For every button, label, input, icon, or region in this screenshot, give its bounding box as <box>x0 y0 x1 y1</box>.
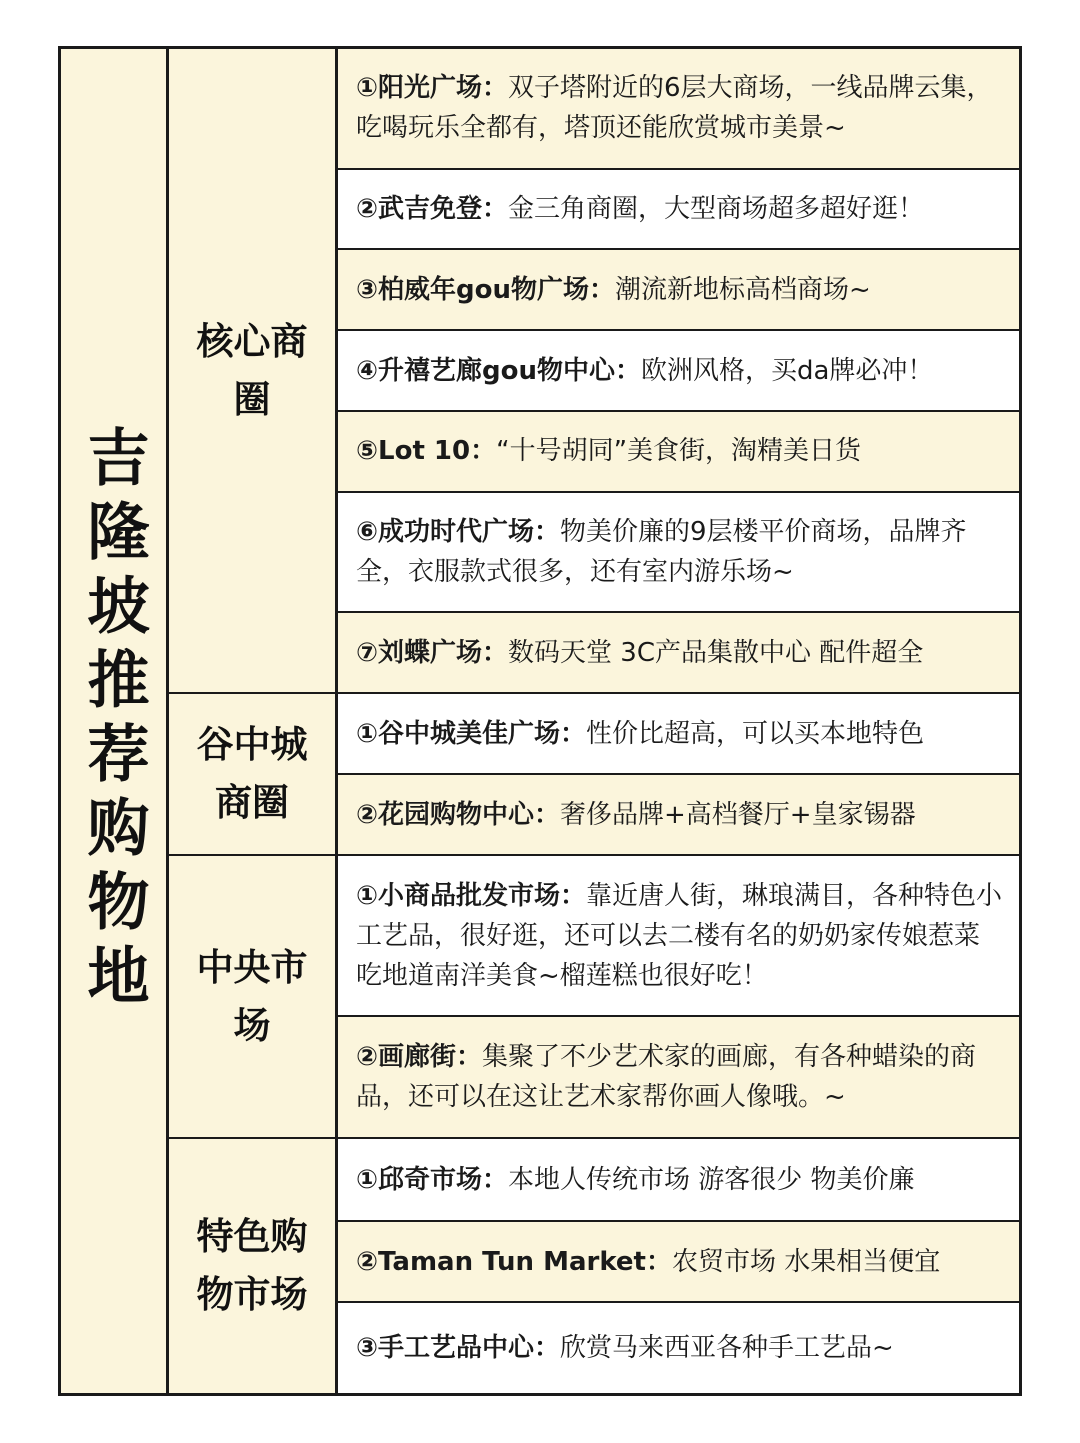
item-desc: 性价比超高，可以买本地特色 <box>586 718 925 749</box>
list-item <box>338 775 1019 854</box>
item-name: ③柏威年gou物广场： <box>356 274 615 305</box>
item-desc: 欧洲风格，买da牌必冲！ <box>641 355 934 386</box>
list-item <box>338 1303 1019 1393</box>
item-name: ②花园购物中心： <box>356 799 561 830</box>
page-title: 吉隆坡推荐购物地 <box>77 425 150 1017</box>
item-desc: 农贸市场 水果相当便宜 <box>672 1246 941 1277</box>
list-item <box>338 331 1019 412</box>
groups-column <box>169 49 1019 1393</box>
group-label-text: 特色购物市场 <box>196 1215 308 1316</box>
group-label-text: 谷中城商圈 <box>196 723 308 824</box>
item-name: ①小商品批发市场： <box>356 880 587 911</box>
list-item <box>338 856 1019 1017</box>
group-items <box>338 856 1019 1137</box>
item-name: ⑤Lot 10： <box>356 436 497 467</box>
item-name: ⑦刘蝶广场： <box>356 637 509 668</box>
group-label <box>169 856 338 1137</box>
item-desc: 靠近唐人街，琳琅满目，各种特色小工艺品，很好逛，还可以去二楼有名的奶奶家传娘惹菜吃地道南洋美食~榴莲糕也很好吃！ <box>356 880 1003 991</box>
group-items <box>338 694 1019 854</box>
group-central-market <box>169 856 1019 1139</box>
list-item <box>338 1222 1019 1303</box>
list-item <box>338 1139 1019 1222</box>
title-column <box>61 49 169 1393</box>
shopping-table <box>58 46 1022 1396</box>
item-desc: 数码天堂 3C产品集散中心 配件超全 <box>508 637 924 668</box>
item-name: ②Taman Tun Market： <box>356 1246 672 1277</box>
item-desc: 物美价廉的9层楼平价商场，品牌齐全，衣服款式很多，还有室内游乐场~ <box>356 516 967 587</box>
group-specialty-markets <box>169 1139 1019 1393</box>
list-item <box>338 412 1019 493</box>
list-item <box>338 493 1019 614</box>
item-name: ②画廊街： <box>356 1042 483 1072</box>
group-label-text: 中央市场 <box>196 945 308 1047</box>
item-name: ⑥成功时代广场： <box>356 516 561 547</box>
item-name: ①阳光广场： <box>356 73 509 104</box>
item-name: ②武吉免登： <box>356 194 509 224</box>
item-name: ①谷中城美佳广场： <box>356 718 587 749</box>
group-label <box>169 1139 338 1393</box>
list-item <box>338 1017 1019 1137</box>
item-name: ①邱奇市场： <box>356 1164 509 1195</box>
group-label <box>169 49 338 692</box>
item-desc: “十号胡同”美食街，淘精美日货 <box>496 436 862 467</box>
list-item <box>338 613 1019 692</box>
item-name: ③手工艺品中心： <box>356 1333 561 1363</box>
group-items <box>338 1139 1019 1393</box>
list-item <box>338 170 1019 251</box>
list-item <box>338 694 1019 775</box>
group-core-district <box>169 49 1019 694</box>
list-item <box>338 49 1019 170</box>
item-name: ④升禧艺廊gou物中心： <box>356 355 641 386</box>
group-items <box>338 49 1019 692</box>
item-desc: 潮流新地标高档商场~ <box>615 274 871 305</box>
item-desc: 集聚了不少艺术家的画廊，有各种蜡染的商品，还可以在这让艺术家帮你画人像哦。~ <box>356 1042 977 1112</box>
list-item <box>338 250 1019 331</box>
item-desc: 欣赏马来西亚各种手工艺品~ <box>560 1333 894 1363</box>
item-desc: 本地人传统市场 游客很少 物美价廉 <box>508 1164 915 1195</box>
group-label-text: 核心商圈 <box>196 319 308 421</box>
group-label <box>169 694 338 854</box>
item-desc: 金三角商圈，大型商场超多超好逛！ <box>508 194 925 224</box>
item-desc: 奢侈品牌+高档餐厅+皇家锡器 <box>560 799 916 830</box>
item-desc: 双子塔附近的6层大商场，一线品牌云集，吃喝玩乐全都有，塔顶还能欣赏城市美景~ <box>356 73 993 144</box>
group-midvalley-district <box>169 694 1019 856</box>
